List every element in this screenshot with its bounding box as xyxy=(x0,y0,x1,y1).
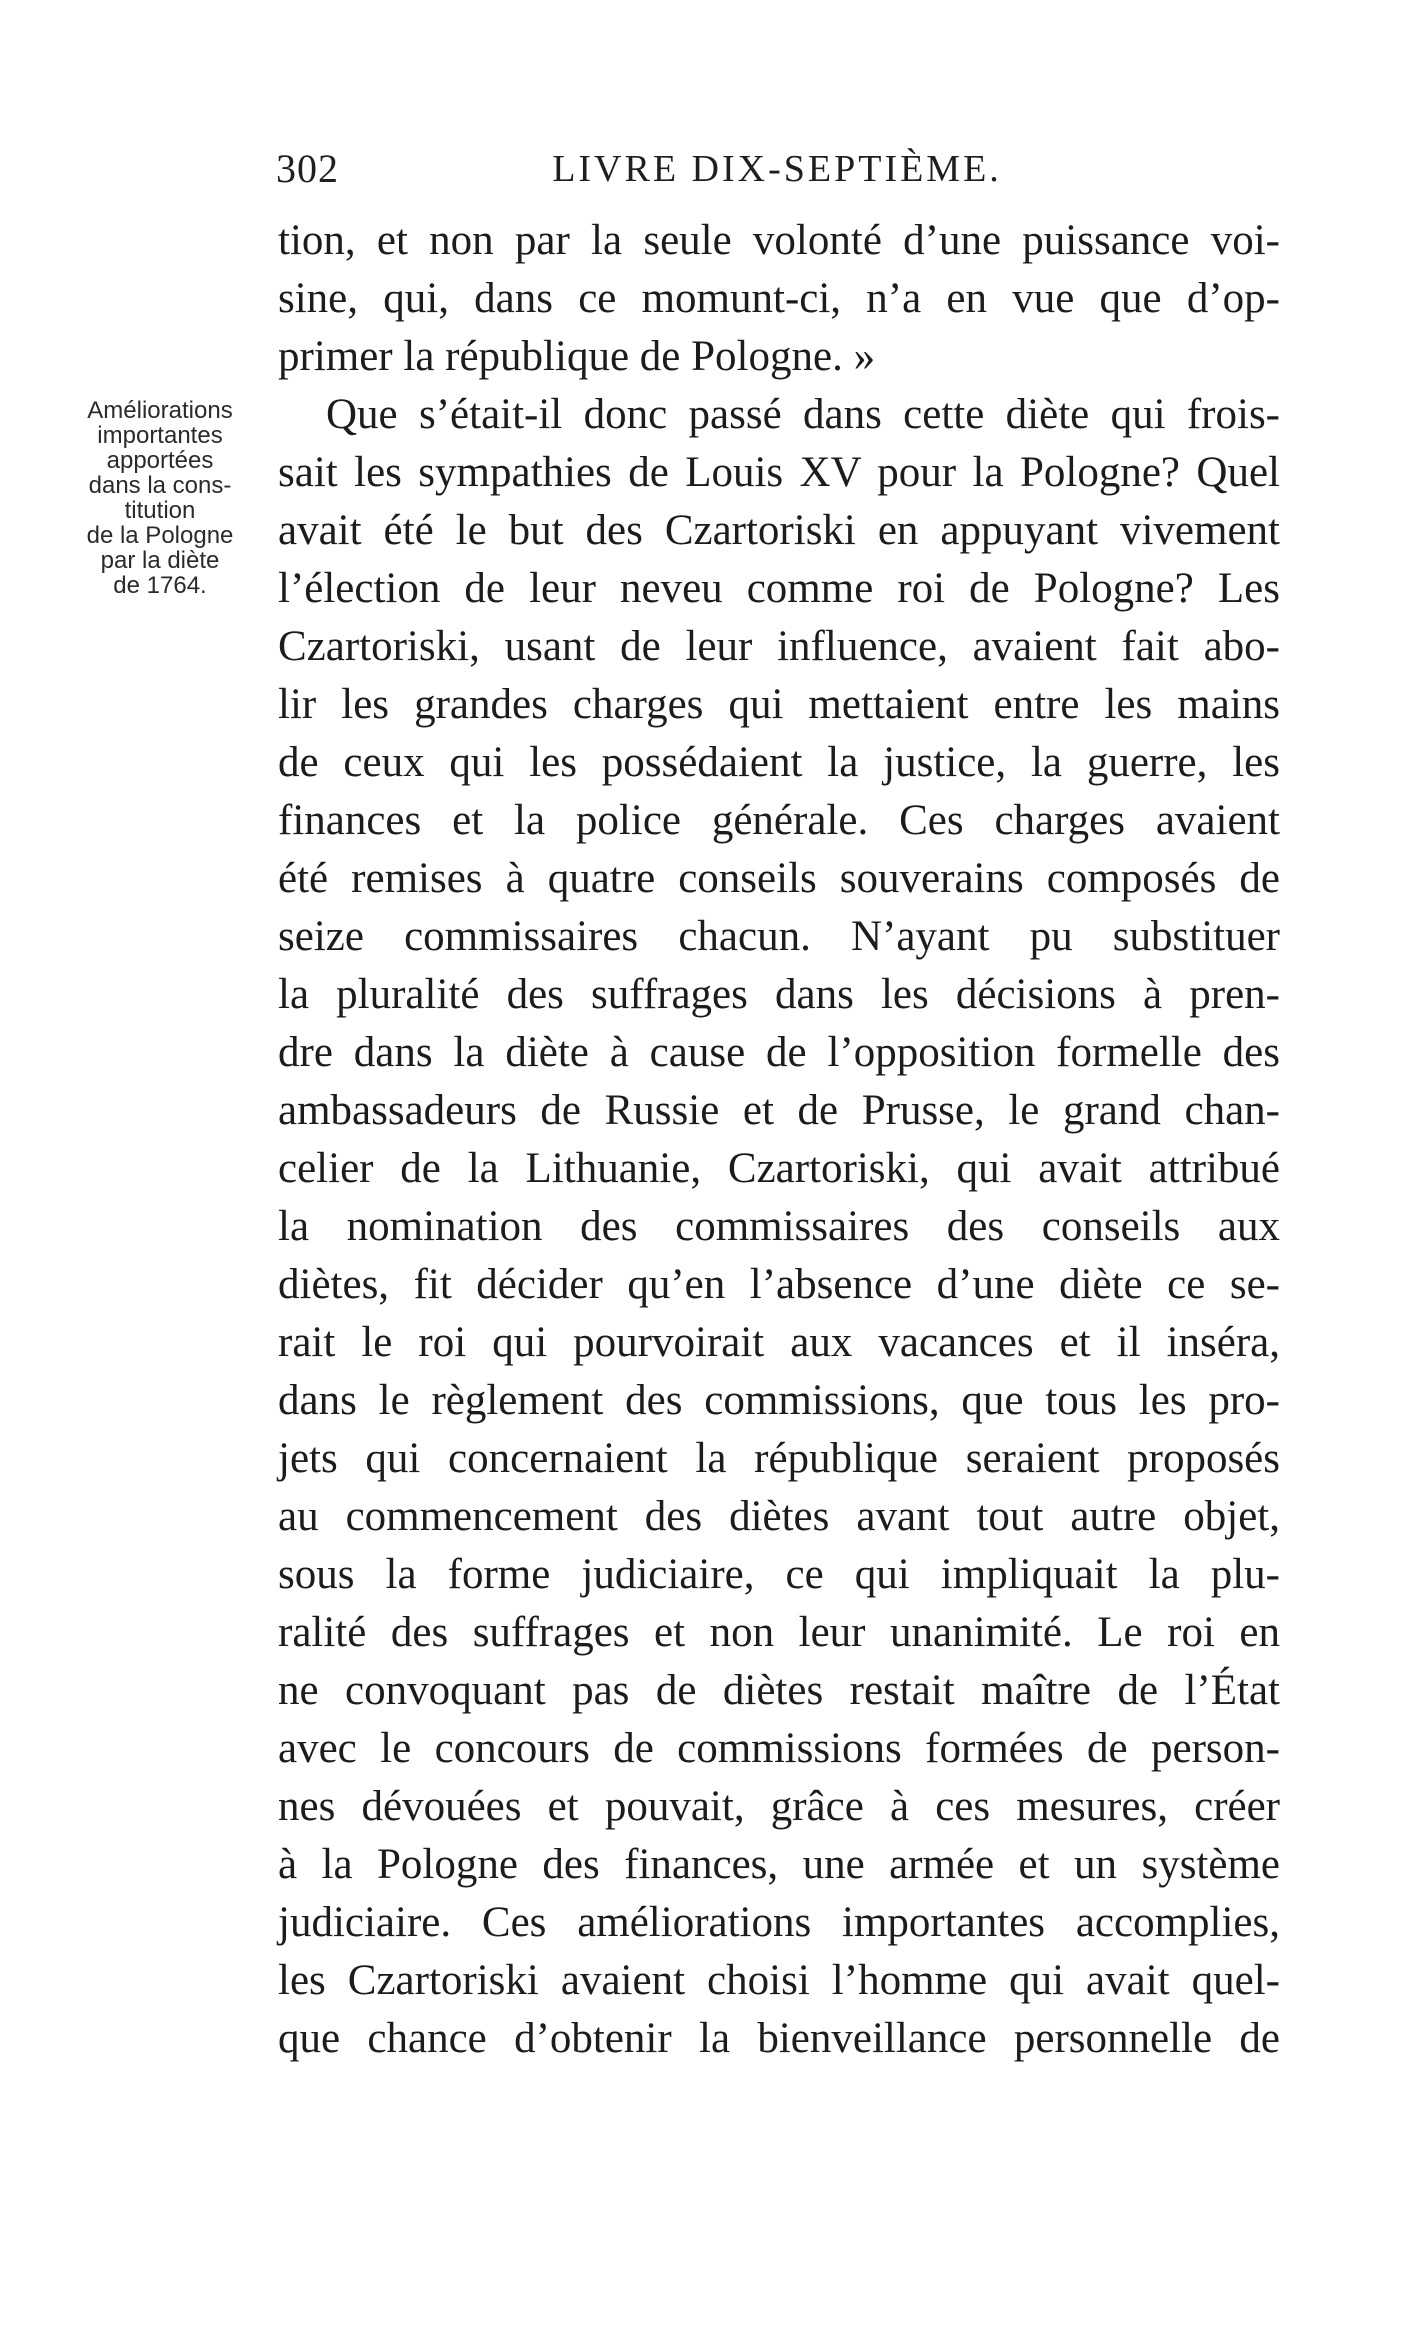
body-text xyxy=(278,212,1280,2068)
text-line: seize commissaires chacun. N’ayant pu substituer xyxy=(278,913,1280,960)
text-line: Czartoriski, usant de leur influence, avaient fait abo- xyxy=(278,623,1280,670)
text-line: dans le règlement des commissions, que tous les pro- xyxy=(278,1377,1280,1424)
text-line: été remises à quatre conseils souverains composés de xyxy=(278,855,1280,902)
margin-note-line: de 1764. xyxy=(113,572,207,599)
text-line: ralité des suffrages et non leur unanimité. Le roi en xyxy=(278,1609,1280,1656)
text-line: sait les sympathies de Louis XV pour la Pologne? Quel xyxy=(278,449,1280,496)
margin-note-line: par la diète xyxy=(100,547,220,574)
text-line: dre dans la diète à cause de l’opposition formelle des xyxy=(278,1029,1280,1076)
text-line: primer la république de Pologne. » xyxy=(278,333,876,380)
text-line: judiciaire. Ces améliorations importantes accomplies, xyxy=(278,1899,1280,1946)
text-line: celier de la Lithuanie, Czartoriski, qui avait attribué xyxy=(278,1145,1280,1192)
margin-note-line: Améliorations xyxy=(87,397,233,424)
margin-note-line: de la Pologne xyxy=(86,522,234,549)
text-line: l’élection de leur neveu comme roi de Pologne? Les xyxy=(278,565,1280,612)
text-line: Que s’était-il donc passé dans cette diète qui frois- xyxy=(326,391,1280,438)
running-header xyxy=(272,146,1282,192)
text-line: nes dévouées et pouvait, grâce à ces mesures, créer xyxy=(278,1783,1280,1830)
running-title: LIVRE DIX-SEPTIÈME. xyxy=(552,148,1002,190)
text-line: tion, et non par la seule volonté d’une puissance voi- xyxy=(278,217,1280,264)
page-number: 302 xyxy=(276,146,339,191)
text-line: sine, qui, dans ce momunt-ci, n’a en vue que d’op- xyxy=(278,275,1280,322)
text-line: ne convoquant pas de diètes restait maître de l’État xyxy=(278,1667,1280,1714)
text-line: à la Pologne des finances, une armée et un système xyxy=(278,1841,1280,1888)
margin-note-line: titution xyxy=(124,497,196,524)
margin-note-line: importantes xyxy=(97,422,223,449)
text-line: lir les grandes charges qui mettaient entre les mains xyxy=(278,681,1280,728)
text-line: rait le roi qui pourvoirait aux vacances et il inséra, xyxy=(278,1319,1280,1366)
text-line: la nomination des commissaires des conseils aux xyxy=(278,1203,1280,1250)
text-line: au commencement des diètes avant tout autre objet, xyxy=(278,1493,1280,1540)
text-line: diètes, fit décider qu’en l’absence d’une diète ce se- xyxy=(278,1261,1280,1308)
text-line: la pluralité des suffrages dans les décisions à pren- xyxy=(278,971,1280,1018)
text-line: sous la forme judiciaire, ce qui impliquait la plu- xyxy=(278,1551,1280,1598)
margin-note xyxy=(40,398,280,598)
margin-note-line: dans la cons- xyxy=(88,472,232,499)
text-line: jets qui concernaient la république seraient proposés xyxy=(278,1435,1280,1482)
text-line: avait été le but des Czartoriski en appuyant vivement xyxy=(278,507,1280,554)
text-line: les Czartoriski avaient choisi l’homme qui avait quel- xyxy=(278,1957,1280,2004)
margin-note-line: apportées xyxy=(106,447,214,474)
text-line: avec le concours de commissions formées de person- xyxy=(278,1725,1280,1772)
text-line: finances et la police générale. Ces charges avaient xyxy=(278,797,1280,844)
text-line: de ceux qui les possédaient la justice, la guerre, les xyxy=(278,739,1280,786)
text-line: ambassadeurs de Russie et de Prusse, le grand chan- xyxy=(278,1087,1280,1134)
text-line: que chance d’obtenir la bienveillance personnelle de xyxy=(278,2015,1280,2062)
